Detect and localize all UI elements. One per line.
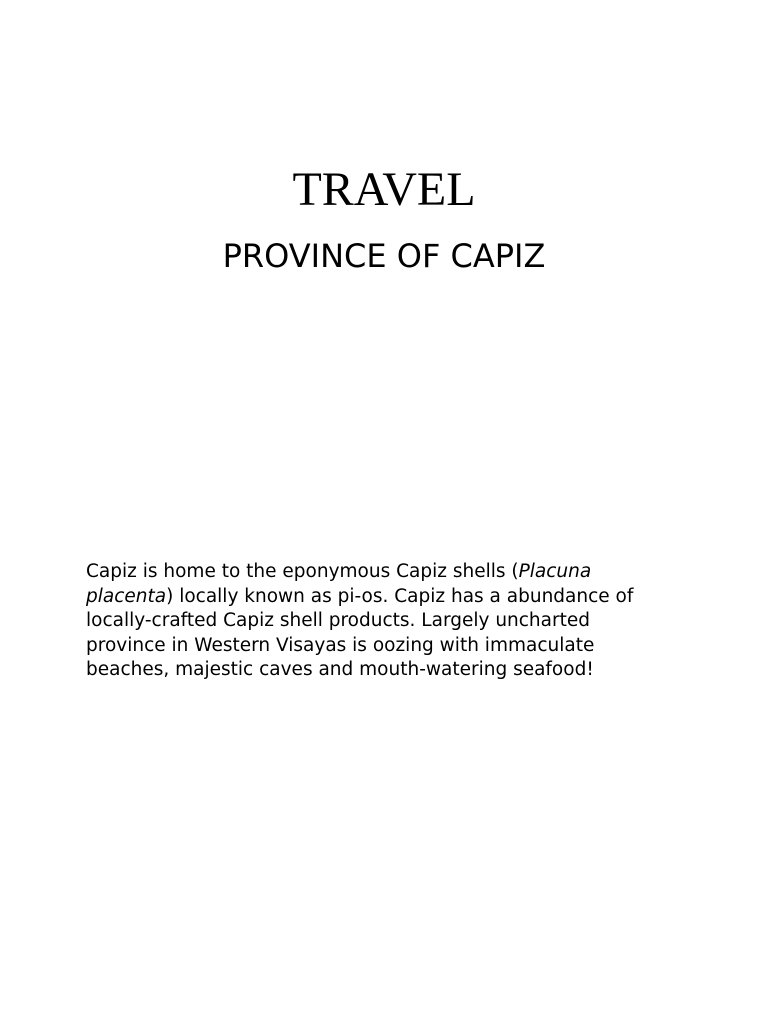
page-subtitle: PROVINCE OF CAPIZ bbox=[222, 237, 546, 275]
page-title: TRAVEL bbox=[292, 163, 476, 216]
scientific-name: Placuna placenta bbox=[86, 561, 592, 607]
body-paragraph bbox=[86, 560, 646, 683]
paragraph-text-part1: Capiz is home to the eponymous Capiz shells ( bbox=[86, 561, 519, 582]
paragraph-text-part2: ) locally known as pi-os. Capiz has a abundance of locally-crafted Capiz shell products. Largely uncharted province in Western Visayas is oozing with immaculate beaches, majestic caves and mouth-watering seafood! bbox=[86, 585, 634, 680]
